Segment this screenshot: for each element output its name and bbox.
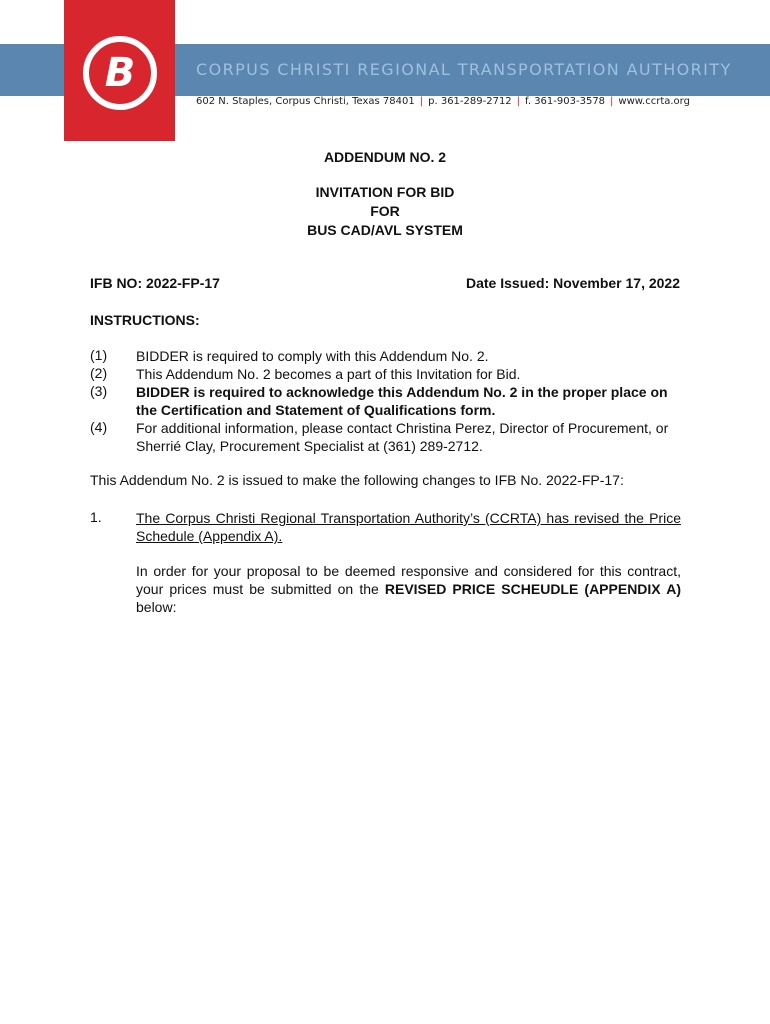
ifb-number: IFB NO: 2022-FP-17	[90, 275, 220, 291]
instruction-text-bold: BIDDER is required to acknowledge this Addendum No. 2 in the proper place on the Certification and Statement of Qualifications form.	[136, 384, 668, 418]
separator: |	[610, 96, 614, 107]
instruction-number: (2)	[90, 365, 108, 381]
instruction-number: (3)	[90, 383, 108, 399]
logo-letter: B	[104, 50, 136, 96]
separator: |	[419, 96, 424, 107]
instructions-title: INSTRUCTIONS:	[90, 312, 200, 328]
website-link[interactable]: www.ccrta.org	[618, 96, 690, 107]
instruction-number: (1)	[90, 347, 108, 363]
change-body-emphasis: REVISED PRICE SCHEUDLE (APPENDIX A)	[384, 581, 681, 597]
fax: f. 361-903-3578	[525, 96, 606, 107]
change-body-end: below:	[136, 599, 177, 615]
ccrta-logo	[64, 0, 175, 141]
instruction-text: BIDDER is required to comply with this Addendum No. 2.	[136, 348, 489, 364]
org-name: CORPUS CHRISTI REGIONAL TRANSPORTATION AUTHORITY	[196, 60, 732, 79]
heading-line-1: INVITATION FOR BID	[315, 184, 455, 200]
change-number: 1.	[90, 509, 102, 525]
change-title: The Corpus Christi Regional Transportation Authority’s (CCRTA) has revised the Price Schedule (Appendix A).	[136, 510, 681, 544]
addendum-title: ADDENDUM NO. 2	[323, 149, 447, 165]
change-body-text: In order for your proposal to be deemed responsive and considered for this contract, your prices must be submitted on the	[136, 563, 681, 597]
instruction-text: This Addendum No. 2 becomes a part of this Invitation for Bid.	[136, 366, 521, 382]
heading-line-2: FOR	[370, 203, 400, 219]
instruction-text: For additional information, please contact Christina Perez, Director of Procurement, or Sherrié Clay, Procurement Specialist at (361) 289-2712.	[136, 420, 669, 454]
contact-line	[196, 96, 690, 110]
logo-b-icon	[81, 34, 159, 112]
intro-paragraph: This Addendum No. 2 is issued to make the following changes to IFB No. 2022-FP-17:	[90, 472, 624, 488]
heading-line-3: BUS CAD/AVL SYSTEM	[307, 222, 463, 238]
change-body	[136, 562, 681, 616]
date-issued: Date Issued: November 17, 2022	[466, 275, 680, 291]
instruction-number: (4)	[90, 419, 108, 435]
address: 602 N. Staples, Corpus Christi, Texas 78401	[196, 96, 415, 107]
phone: p. 361-289-2712	[428, 96, 512, 107]
separator: |	[516, 96, 521, 107]
